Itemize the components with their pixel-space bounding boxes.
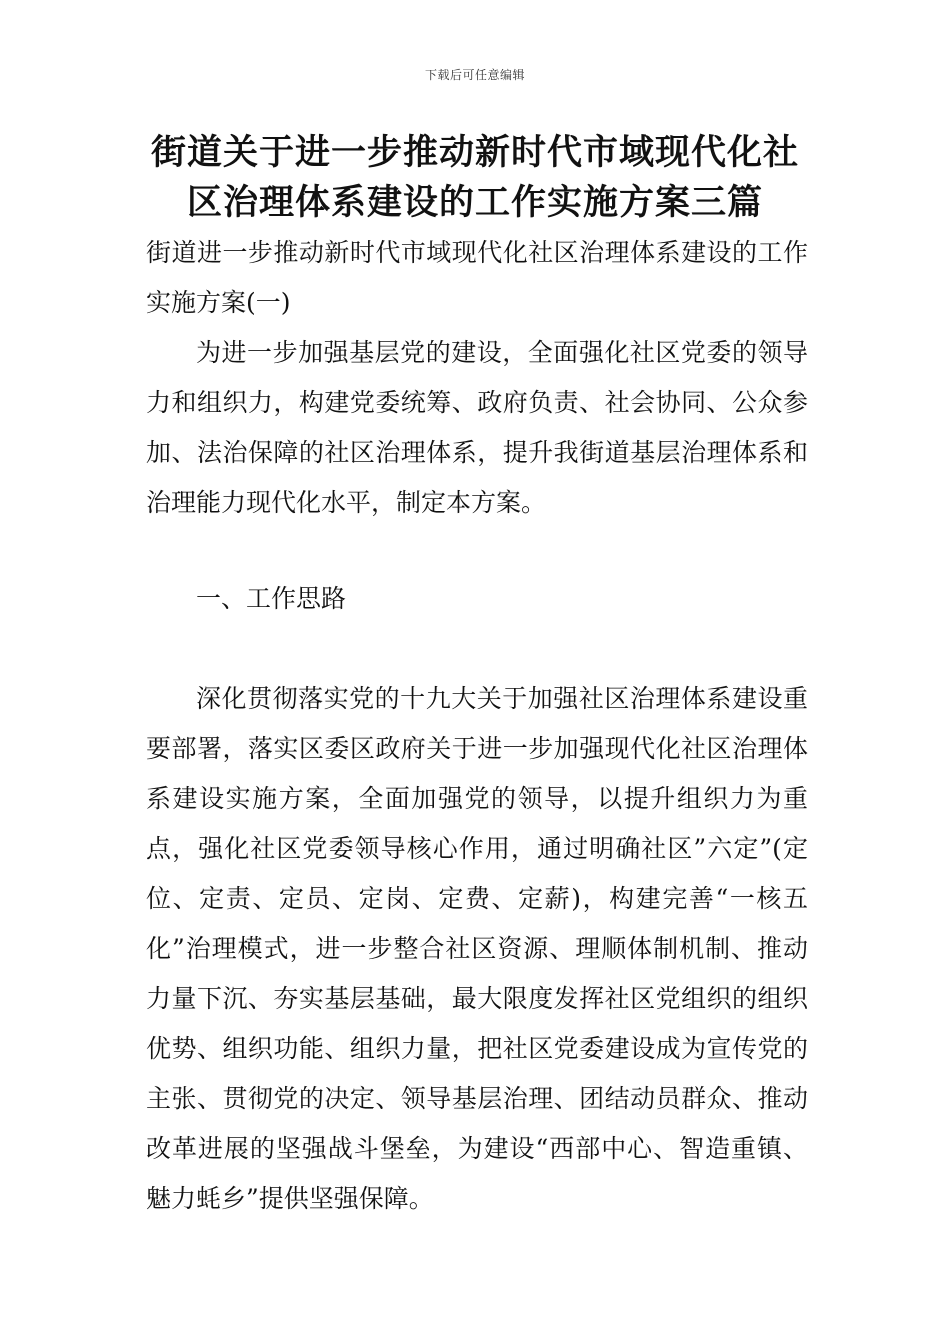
header-note: 下载后可任意编辑 (424, 68, 525, 82)
work-approach-paragraph: 深化贯彻落实党的十九大关于加强社区治理体系建设重要部署，落实区委区政府关于进一步加强现代化社区治理体系建设实施方案，全面加强党的领导，以提升组织力为重点，强化社区党委领导核心作用，通过明确社区”六定”(定位、定责、定员、定岗、定费、定薪)，构建完善“一核五化”治理模式，进一步整合社区资源、理顺体制机制、推动力量下沉、夯实基层基础，最大限度发挥社区党组织的组织优势、组织功能、组织力量，把社区党委建设成为宣传党的主张、贯彻党的决定、领导基层治理、团结动员群众、推动改革进展的坚强战斗堡垒，为建设“西部中心、智造重镇、魅力蚝乡”提供坚强保障。 (146, 684, 808, 1213)
document-subtitle: 街道进一步推动新时代市域现代化社区治理体系建设的工作实施方案(一) (146, 238, 808, 317)
document-title: 街道关于进一步推动新时代市域现代化社区治理体系建设的工作实施方案三篇 (150, 133, 799, 223)
section-heading-work-approach: 一、工作思路 (196, 584, 347, 613)
intro-paragraph: 为进一步加强基层党的建设，全面强化社区党委的领导力和组织力，构建党委统筹、政府负责、社会协同、公众参加、法治保障的社区治理体系，提升我街道基层治理体系和治理能力现代化水平，制定本方案。 (146, 338, 808, 517)
